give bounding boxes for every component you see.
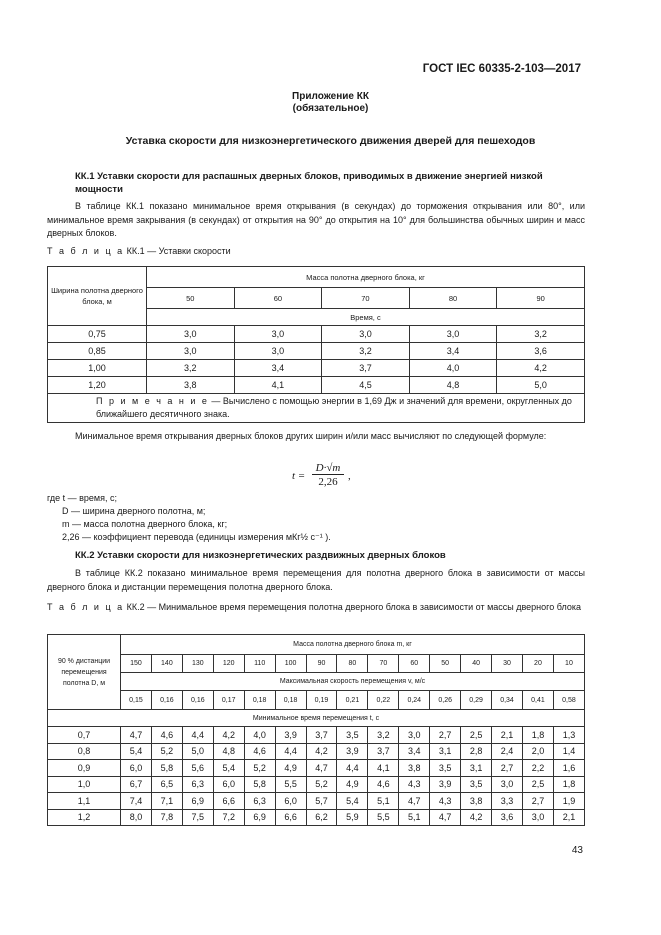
table2-value-cell: 7,5 — [182, 809, 213, 826]
table2-value-cell: 3,3 — [492, 793, 523, 810]
table2-value-cell: 3,9 — [430, 776, 461, 793]
table2-mass-cell: 30 — [492, 655, 523, 673]
table2-value-cell: 5,9 — [337, 809, 368, 826]
table2-value-cell: 4,6 — [151, 727, 182, 744]
table2-value-cell: 4,3 — [399, 776, 430, 793]
table2-value-cell: 5,2 — [151, 743, 182, 760]
table2-mass-cell: 110 — [244, 655, 275, 673]
table1-mass-cell: 80 — [409, 288, 497, 309]
section1-paragraph: В таблице КК.1 показано минимальное время открывания (в секундах) до торможения открывания или 80°, или минимальное время закрывания (в секундах) от открытия на 90° до открытия на 10° для большинства обычных ширин и масс дверных блоков. — [47, 201, 585, 238]
table2-value-cell: 3,9 — [275, 727, 306, 744]
table1-mass-header: Масса полотна дверного блока, кг — [147, 267, 585, 288]
table2-mass-cell: 20 — [522, 655, 553, 673]
table2-value-cell: 2,1 — [492, 727, 523, 744]
table2-value-cell: 3,6 — [492, 809, 523, 826]
table2-value-cell: 4,7 — [306, 760, 337, 777]
table1-time-header: Время, с — [147, 309, 585, 326]
table1-width-cell: 1,20 — [48, 377, 147, 394]
table2-value-cell: 1,4 — [553, 743, 584, 760]
table2-value-cell: 3,5 — [461, 776, 492, 793]
table1-value-cell: 3,4 — [409, 343, 497, 360]
table2-value-cell: 5,8 — [244, 776, 275, 793]
table2-mass-cell: 90 — [306, 655, 337, 673]
table2-row-header: 90 % дистанции перемещения полотна D, м — [48, 635, 121, 710]
table2-speed-cell: 0,21 — [337, 691, 368, 710]
table1-mass-cell: 90 — [497, 288, 585, 309]
table2-distance-cell: 1,1 — [48, 793, 121, 810]
table1-note-text: — Вычислено с помощью энергии в 1,69 Дж и значений для времени, округленных до ближайшего десятичного знака. — [96, 396, 572, 419]
table2-value-cell: 5,5 — [368, 809, 399, 826]
table2-value-cell: 7,4 — [121, 793, 152, 810]
table2-value-cell: 5,7 — [306, 793, 337, 810]
table-row — [48, 809, 585, 826]
table2-time-header: Минимальное время перемещения t, с — [48, 710, 585, 727]
table2-value-cell: 5,4 — [121, 743, 152, 760]
table2-speed-cell: 0,29 — [461, 691, 492, 710]
table2-value-cell: 2,8 — [461, 743, 492, 760]
table2-mass-cell: 150 — [121, 655, 152, 673]
table2-value-cell: 4,2 — [461, 809, 492, 826]
table2-mass-cell: 100 — [275, 655, 306, 673]
table2-speed-cell: 0,18 — [275, 691, 306, 710]
table1-mass-cell: 60 — [234, 288, 322, 309]
table2-value-cell: 3,1 — [461, 760, 492, 777]
table2-value-cell: 3,8 — [399, 760, 430, 777]
table2-speed-cell: 0,16 — [151, 691, 182, 710]
table1-value-cell: 3,0 — [322, 326, 410, 343]
table1-value-cell: 3,2 — [147, 360, 235, 377]
table2-speed-cell: 0,26 — [430, 691, 461, 710]
table2-mass-cell: 70 — [368, 655, 399, 673]
table-row — [48, 326, 585, 343]
table2-value-cell: 3,9 — [337, 743, 368, 760]
table2-value-cell: 1,8 — [553, 776, 584, 793]
table2-value-cell: 4,6 — [244, 743, 275, 760]
table-row — [48, 343, 585, 360]
table1-value-cell: 4,1 — [234, 377, 322, 394]
table2-value-cell: 1,9 — [553, 793, 584, 810]
table2-value-cell: 6,0 — [213, 776, 244, 793]
formula-numerator: D·√m — [312, 462, 344, 475]
table2-value-cell: 3,5 — [430, 760, 461, 777]
annex-heading: Уставка скорости для низкоэнергетического движения дверей для пешеходов — [125, 135, 536, 147]
table1-width-cell: 0,85 — [48, 343, 147, 360]
table2-value-cell: 4,0 — [244, 727, 275, 744]
table2-value-cell: 2,4 — [492, 743, 523, 760]
table2-mass-header: Масса полотна дверного блока m, кг — [121, 635, 585, 655]
table2-value-cell: 2,7 — [430, 727, 461, 744]
table-row — [48, 760, 585, 777]
table2-value-cell: 6,6 — [275, 809, 306, 826]
table2-distance-cell: 1,2 — [48, 809, 121, 826]
table2-distance-cell: 0,7 — [48, 727, 121, 744]
table2-body — [48, 727, 585, 826]
table1-value-cell: 3,0 — [409, 326, 497, 343]
table2-speed-cell: 0,41 — [522, 691, 553, 710]
table2-value-cell: 2,5 — [461, 727, 492, 744]
table2-value-cell: 3,7 — [306, 727, 337, 744]
table2-value-cell: 6,2 — [306, 809, 337, 826]
table1-caption — [47, 245, 587, 258]
formula-denominator: 2,26 — [318, 476, 338, 488]
annex-status: (обязательное) — [292, 103, 369, 114]
table2-speed-row — [48, 691, 585, 710]
table2-value-cell: 3,5 — [337, 727, 368, 744]
table2-speed-cell: 0,17 — [213, 691, 244, 710]
table2-value-cell: 6,3 — [244, 793, 275, 810]
table2-mass-row — [48, 655, 585, 673]
table2-value-cell: 5,1 — [368, 793, 399, 810]
table1-value-cell: 4,0 — [409, 360, 497, 377]
formula-where-d: D — ширина дверного полотна, м; — [62, 506, 206, 516]
table2-value-cell: 5,6 — [182, 760, 213, 777]
formula-where-t: где t — время, с; — [47, 493, 117, 503]
table2-value-cell: 5,8 — [151, 760, 182, 777]
table2-mass-cell: 130 — [182, 655, 213, 673]
table1-value-cell: 3,4 — [234, 360, 322, 377]
table2-value-cell: 4,4 — [182, 727, 213, 744]
table2-distance-cell: 0,9 — [48, 760, 121, 777]
table2-value-cell: 6,9 — [182, 793, 213, 810]
table1-value-cell: 3,8 — [147, 377, 235, 394]
table2-value-cell: 5,2 — [244, 760, 275, 777]
table1-width-cell: 1,00 — [48, 360, 147, 377]
formula-where-m: m — масса полотна дверного блока, кг; — [62, 519, 228, 529]
table2-speed-cell: 0,24 — [399, 691, 430, 710]
table2-caption-prefix: Т а б л и ц а — [47, 602, 125, 612]
table2-value-cell: 3,8 — [461, 793, 492, 810]
formula-where-coef: 2,26 — коэффициент перевода (единицы измерения мКг½ с⁻¹ ). — [62, 532, 331, 542]
table1-value-cell: 3,2 — [322, 343, 410, 360]
table2-value-cell: 5,0 — [182, 743, 213, 760]
table2-value-cell: 7,2 — [213, 809, 244, 826]
table2-value-cell: 4,8 — [213, 743, 244, 760]
table2-speed-cell: 0,22 — [368, 691, 399, 710]
table2-speed-cell: 0,19 — [306, 691, 337, 710]
table2-value-cell: 2,0 — [522, 743, 553, 760]
table2-speed-cell: 0,58 — [553, 691, 584, 710]
table2-value-cell: 6,0 — [121, 760, 152, 777]
table2-speed-header: Максимальная скорость перемещения v, м/с — [121, 673, 585, 691]
table1-value-cell: 4,5 — [322, 377, 410, 394]
table2-value-cell: 3,4 — [399, 743, 430, 760]
table2-value-cell: 3,7 — [368, 743, 399, 760]
table2-caption — [47, 601, 587, 614]
table1-value-cell: 3,0 — [234, 326, 322, 343]
table-row — [48, 793, 585, 810]
table1-note — [48, 394, 585, 423]
table2-value-cell: 2,7 — [522, 793, 553, 810]
table1-value-cell: 3,0 — [234, 343, 322, 360]
table2-value-cell: 4,3 — [430, 793, 461, 810]
section2-paragraph: В таблице КК.2 показано минимальное время перемещения для полотна дверного блока в зависимости от массы дверного блока и дистанции перемещения полотна дверного блока. — [47, 568, 585, 592]
table2-mass-cell: 80 — [337, 655, 368, 673]
formula-intro: Минимальное время открывания дверных блоков других ширин и/или масс вычисляют по следующей формуле: — [75, 431, 547, 441]
table2-value-cell: 4,4 — [275, 743, 306, 760]
table2-value-cell: 1,8 — [522, 727, 553, 744]
table1-row-header: Ширина полотна дверного блока, м — [48, 267, 147, 326]
standard-number: ГОСТ IEC 60335-2-103—2017 — [422, 63, 581, 75]
table-row — [48, 727, 585, 744]
table1-value-cell: 4,8 — [409, 377, 497, 394]
formula-tail: , — [348, 470, 351, 482]
table2-mass-cell: 10 — [553, 655, 584, 673]
table-row — [48, 743, 585, 760]
table2-distance-cell: 0,8 — [48, 743, 121, 760]
table1-value-cell: 3,7 — [322, 360, 410, 377]
section2-heading: КК.2 Уставки скорости для низкоэнергетических раздвижных дверных блоков — [75, 550, 446, 561]
table2-value-cell: 6,7 — [121, 776, 152, 793]
table2-value-cell: 6,3 — [182, 776, 213, 793]
table2-value-cell: 7,8 — [151, 809, 182, 826]
table2-speed-cell: 0,18 — [244, 691, 275, 710]
table1-value-cell: 3,2 — [497, 326, 585, 343]
formula-lhs: t = — [292, 470, 306, 482]
table2-speed-cell: 0,34 — [492, 691, 523, 710]
table2-value-cell: 3,0 — [522, 809, 553, 826]
table2-value-cell: 6,5 — [151, 776, 182, 793]
table1-mass-cell: 50 — [147, 288, 235, 309]
table-row — [48, 776, 585, 793]
table2-value-cell: 4,7 — [430, 809, 461, 826]
table1-value-cell: 3,6 — [497, 343, 585, 360]
table1-body — [48, 326, 585, 394]
table2-value-cell: 4,1 — [368, 760, 399, 777]
table2-value-cell: 3,2 — [368, 727, 399, 744]
table2-value-cell: 6,0 — [275, 793, 306, 810]
table2-value-cell: 2,2 — [522, 760, 553, 777]
table2-mass-cell: 50 — [430, 655, 461, 673]
table2-value-cell: 5,4 — [213, 760, 244, 777]
table2-value-cell: 1,6 — [553, 760, 584, 777]
page-number: 43 — [571, 845, 583, 856]
table2-value-cell: 2,7 — [492, 760, 523, 777]
table1-width-cell: 0,75 — [48, 326, 147, 343]
table1-value-cell: 4,2 — [497, 360, 585, 377]
table1-mass-cell: 70 — [322, 288, 410, 309]
table2-value-cell: 4,9 — [275, 760, 306, 777]
table2-value-cell: 4,9 — [337, 776, 368, 793]
table2-value-cell: 4,7 — [399, 793, 430, 810]
table2-value-cell: 3,0 — [399, 727, 430, 744]
table1-caption-prefix: Т а б л и ц а — [47, 246, 125, 256]
table-row — [48, 377, 585, 394]
table2-value-cell: 4,7 — [121, 727, 152, 744]
table1-value-cell: 5,0 — [497, 377, 585, 394]
annex-title: Приложение КК — [292, 91, 369, 102]
table2-value-cell: 3,0 — [492, 776, 523, 793]
table2-mass-cell: 60 — [399, 655, 430, 673]
section1-heading: КК.1 Уставки скорости для распашных дверных блоков, приводимых в движение энергией низкой мощности — [75, 171, 543, 195]
table2-mass-cell: 140 — [151, 655, 182, 673]
table2-mass-cell: 120 — [213, 655, 244, 673]
table2-value-cell: 4,2 — [306, 743, 337, 760]
speed-settings-table — [47, 266, 585, 423]
table2-value-cell: 6,9 — [244, 809, 275, 826]
table2-speed-cell: 0,16 — [182, 691, 213, 710]
table2-value-cell: 2,1 — [553, 809, 584, 826]
table2-value-cell: 1,3 — [553, 727, 584, 744]
table1-value-cell: 3,0 — [147, 326, 235, 343]
table2-value-cell: 8,0 — [121, 809, 152, 826]
table2-value-cell: 4,2 — [213, 727, 244, 744]
table2-value-cell: 5,5 — [275, 776, 306, 793]
table1-value-cell: 3,0 — [147, 343, 235, 360]
table2-value-cell: 5,1 — [399, 809, 430, 826]
table2-value-cell: 6,6 — [213, 793, 244, 810]
table2-value-cell: 5,4 — [337, 793, 368, 810]
table2-value-cell: 4,4 — [337, 760, 368, 777]
table2-value-cell: 5,2 — [306, 776, 337, 793]
sliding-door-time-table — [47, 634, 585, 826]
table2-value-cell: 7,1 — [151, 793, 182, 810]
table1-caption-text: КК.1 — Уставки скорости — [124, 246, 231, 256]
table2-caption-text: КК.2 — Минимальное время перемещения полотна дверного блока в зависимости от массы дверного блока — [124, 602, 581, 612]
table2-speed-cell: 0,15 — [121, 691, 152, 710]
table2-value-cell: 2,5 — [522, 776, 553, 793]
table2-mass-cell: 40 — [461, 655, 492, 673]
table1-note-prefix: П р и м е ч а н и е — [96, 396, 209, 406]
table2-value-cell: 3,1 — [430, 743, 461, 760]
table-row — [48, 360, 585, 377]
table2-distance-cell: 1,0 — [48, 776, 121, 793]
table2-value-cell: 4,6 — [368, 776, 399, 793]
